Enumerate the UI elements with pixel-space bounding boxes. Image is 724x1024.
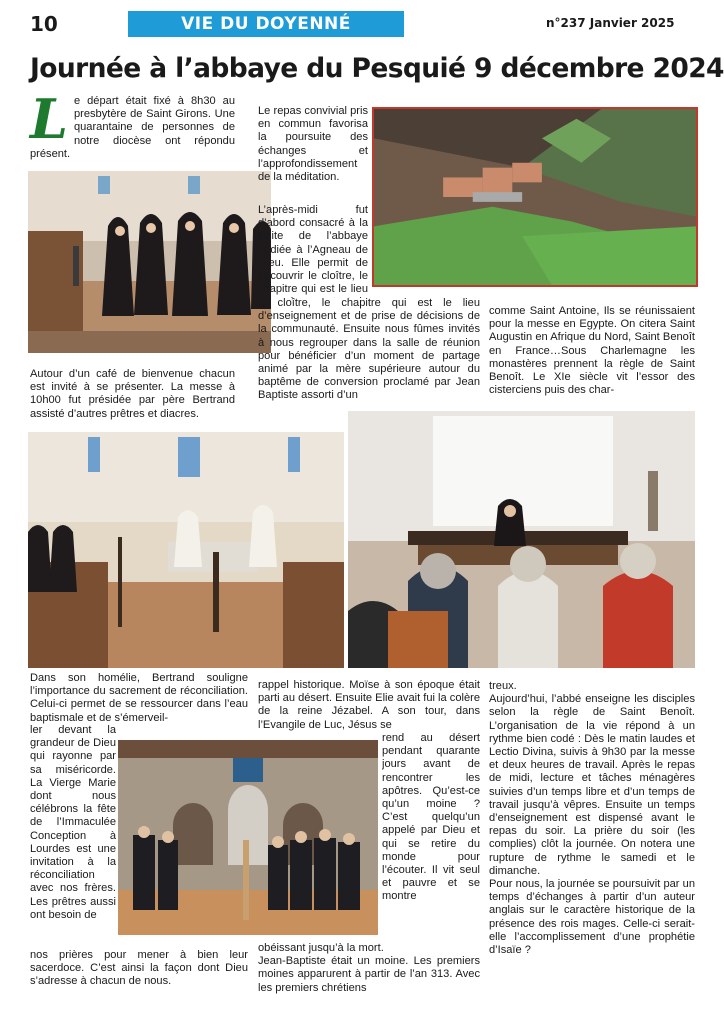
section-title: VIE DU DOYENNÉ	[181, 14, 351, 34]
history-rappel-narrow	[382, 732, 480, 942]
rule-text: Aujourd’hui, l’abbé enseigne les disciples selon la règle de Saint Benoît. L’organisation de la vie répond à un rythme bien codé : Dès le matin laudes et Lectio Divina, suivis à 9h30 par la messe et deux heures de travail. Après le repas de midi, lecture et tâches ménagères suivies d’un temps libre et d’un temps de travail jusqu’à vêpres. Ensuite un temps d’enseignement est dispensé avant le repas du soir. La prière du soir (les complies) clôt la journée. On notera une rupture de rythme le samedi et le dimanche.	[489, 693, 695, 877]
homily-paragraph-narrow	[30, 724, 116, 949]
intro-text: e départ était fixé à 8h30 au presbytère de Saint Girons. Une quarantaine de personnes de notre diocèse ont répondu présent.	[30, 95, 235, 160]
homily-text-mid: ler devant la grandeur de Dieu qui rayonne par sa miséricorde. La Vierge Marie dont nous célébrons la fête de l’Immaculée Conception à Lourdes est une invitation à la réconciliation avec nos frères. Les prêtres aussi ont besoin de	[30, 724, 116, 921]
exchange-text: Pour nous, la journée se poursuivit par un temps d’échanges à partir d’un auteur anglais sur le caractère historique de la présence des rois mages. Celle-ci serait-elle l’accomplissement d’une prophétie d’Isaïe ?	[489, 878, 695, 957]
monks-text: Jean-Baptiste était un moine. Les premiers moines apparurent à partir de l’an 313. Avec les premiers chrétiens	[258, 955, 480, 994]
welcome-paragraph	[30, 368, 235, 421]
history-paragraph	[489, 305, 695, 397]
welcome-text: Autour d’un café de bienvenue chacun est invité à se présenter. La messe à 10h00 fut présidée par père Bertrand assisté d’autres prêtres et diacres.	[30, 368, 235, 420]
homily-paragraph-bottom	[30, 949, 248, 989]
homily-text-end: nos prières pour mener à bien leur sacerdoce. C’est ainsi la façon dont Dieu s’adresse à chacun de nous.	[30, 949, 248, 988]
history-rappel-bottom	[258, 942, 480, 995]
afternoon-paragraph-top	[258, 204, 368, 298]
rappel-text-top: rappel historique. Moïse à son époque était parti au désert. Ensuite Elie avait fui la colère de la reine Jézabel. A son tour, dans l’Evangile de Luc, Jésus se	[258, 679, 480, 731]
meal-paragraph	[258, 105, 368, 184]
meal-text: Le repas convivial pris en commun favorisa la poursuite des échanges et l’approfondissement de la méditation.	[258, 105, 368, 184]
afternoon-text-cont: le cloître, le chapitre qui est le lieu d’enseignement et de prise de décisions de la communauté. Ensuite nous fûmes invités à nous regrouper dans la salle de réunion pour bénéficier d’un moment de partage animé par la mère supérieure autour du baptême de conversion proclamé par Jean Baptiste assorti d’un	[258, 297, 480, 402]
issue-label: n°237 Janvier 2025	[546, 16, 675, 30]
section-band	[128, 11, 404, 37]
photo-group-cloister	[118, 740, 378, 935]
article-title: Journée à l’abbaye du Pesquié 9 décembre 2024	[30, 53, 724, 84]
history-text: comme Saint Antoine, Ils se réunissaient pour la messe en Egypte. On citera Saint Augustin en Afrique du Nord, Saint Benoît en France…Sous Charlemagne les monastères prennent la règle de Saint Benoît. Le XIe siècle vit l’essor des cisterciens puis des char-	[489, 305, 695, 397]
history-rappel-paragraph	[258, 679, 480, 732]
homily-paragraph	[30, 672, 248, 725]
drop-cap: L	[30, 87, 68, 151]
intro-paragraph	[30, 87, 235, 161]
photo-nuns-chapel	[28, 171, 271, 353]
homily-text-top: Dans son homélie, Bertrand souligne l’importance du sacrement de réconciliation. Celui-ci permet de se ressourcer dans l’eau baptismale et de s’émerveil-	[30, 672, 248, 724]
continuation-text: treux.	[489, 680, 517, 692]
afternoon-text-top: L’après-midi fut d’abord consacré à la visite de l’abbaye dédiée à l’Agneau de Dieu. Elle permit de découvrir le cloître, le chapitre qui est le lieu	[258, 204, 368, 296]
photo-abbey-aerial	[372, 107, 698, 287]
photo-mass-altar	[28, 432, 344, 668]
rappel-text-mid: rend au désert pendant quarante jours avant de rencontrer les apôtres. Qu’est-ce qu’un moine ? C’est quelqu’un appelé par Dieu et qui se retire du monde pour l’écouter. Il vit seul et pauvre et se montre	[382, 732, 480, 903]
afternoon-paragraph	[258, 297, 480, 419]
today-paragraph	[489, 680, 695, 957]
rappel-text-end: obéissant jusqu’à la mort.	[258, 942, 384, 954]
photo-meeting-room	[348, 411, 695, 668]
page-number: 10	[30, 12, 58, 36]
